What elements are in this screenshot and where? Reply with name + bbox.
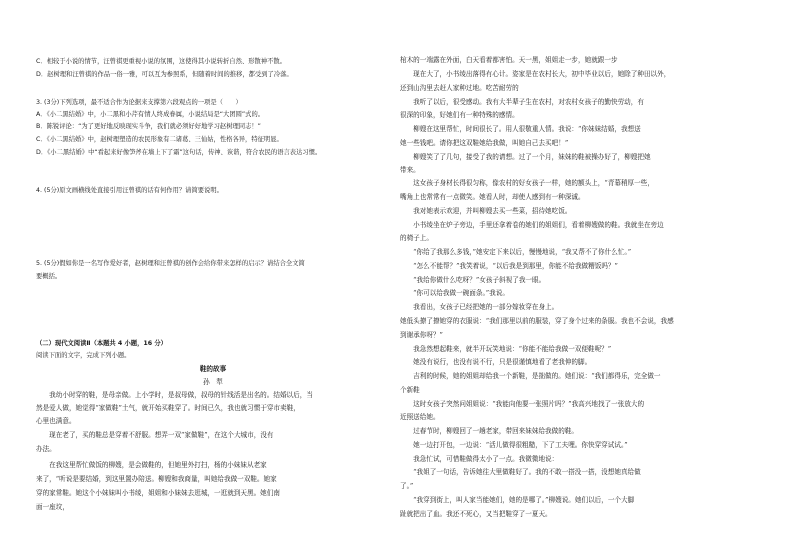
story-line: 带来。	[400, 166, 420, 174]
story-line: 到谢承你呀？”	[400, 331, 443, 339]
instruction: 阅读下面的文字，完成下列小题。	[36, 352, 131, 359]
q4-stem: 4. (5分)原文画横线处直接引用汪曾祺的话有何作用？请简要说明。	[36, 187, 223, 194]
story-line: 现在老了，买的鞋总是穿着不舒服。想弄一双“家做鞋”，在这个大城市，没有	[36, 431, 274, 439]
q5-stem-line1: 5. (5分)假如你是一名写作爱好者，赵树理和汪曾祺的创作会给你带来怎样的启示？请结合全文简	[36, 260, 305, 267]
q2-option-c: C．相较于小说的情节，汪曾祺更重视小说的氛围，这使得其小说转折自然、形散神不散。	[36, 58, 286, 65]
story-line: 心里也满意。	[36, 417, 76, 425]
story-line: 我听了以后，很受感动。我有大半辈子生在农村，对农村女孩子的勤快劳动，有	[400, 98, 644, 106]
story-line: 我急忙试，可惜鞋做得太小了一点。我微微地说：	[400, 455, 559, 463]
q3-option-d: D．《小二黑结婚》中“看起来好像笋斧在墙上下了霜”这句话，传神、诙谐，符合农民的语言表达习惯。	[36, 149, 322, 156]
story-line: 我看出，女孩子已经把她的一部分嫁妆穿在身上。	[400, 303, 559, 311]
story-title: 鞋的故事	[199, 365, 227, 373]
story-line: 她一边打开包，一边说：“活儿做得很粗糙，下了工夫哩。你快穿穿试试。”	[400, 441, 628, 449]
story-line: 在我这里帮忙做饭的柳嫂，是会做鞋的，但她里外打扫，杨的小妹妹从老家	[36, 461, 267, 469]
q3-option-c: C．《小二黑结婚》中，赵树理塑造的农民形象有二诸葛、三仙姑，性格各异，特征明显。	[36, 136, 283, 143]
story-line: 很深的印象，好她们有一种特殊的感情。	[400, 111, 519, 119]
story-line: “你给了我那么多钱，”她安定下来以后，慢慢地说，“我又帮不了你什么忙。”	[400, 248, 632, 256]
story-line: “我给你做什么吃呀？”女孩子斜视了我一眼。	[400, 276, 546, 284]
story-line: 个新鞋	[400, 386, 420, 394]
story-line: 这时女孩子突然问姐姐说：“我能向他要一张照片吗？”我高兴地找了一张放大的	[400, 400, 645, 408]
story-line: 现在大了，小书绫出落得有心计。姿家是在农村长大，初中毕业以后，她除了种田以外，	[400, 70, 671, 78]
story-author: 孙 犁	[203, 378, 223, 386]
story-line: 嘴角上也常常有一点微笑。她看人时，却使人感到有一种深诚。	[400, 193, 585, 201]
story-line: 我幼小时穿的鞋，是母亲做。上小学时，是叔母做，叔母的针线活是出名的。结婚以后，当	[36, 391, 313, 399]
story-line: 柳嫂在这里帮忙，时间很长了。用人很敬重人情。我说：“你妹妹结婚，我想送	[400, 125, 641, 133]
story-line: 小书绫坐在炉子旁边，手里还拿着卷的她们的姐姐们，看着柳嫂做的鞋。我就坐在旁边	[400, 221, 664, 229]
q3-option-a: A．《小二黑结婚》中，小二黑和小芹有情人终成眷属，小说结局是“大团圆”式的。	[36, 111, 265, 118]
story-line: 来了，“听说是要结婚，到这里置办陪送。柳嫂和我商量，叫她给我做一双鞋。她家	[36, 475, 277, 483]
story-line: 的椅子上。	[400, 234, 433, 242]
story-line: 这女孩子身材长得很匀称，像农村的好女孩子一样，她的额头上，“青幕稍厚一些，	[400, 179, 654, 187]
story-line: 我急然想起鞋来，就半开玩笑地说：“你能不能给我做一双便鞋呢？”	[400, 345, 612, 353]
section-title: （二）现代文阅读Ⅱ（本题共 4 小题，16 分）	[36, 340, 167, 347]
story-line: 我对她表示欢迎，并叫柳嫂去买一些菜，招待她吃饭。	[400, 207, 572, 215]
story-line: “怎么不能帮？”我笑着说，“以后我是到那里，你能不给我做糟饭吗？”	[400, 262, 618, 270]
story-line: 她低头撩了撩她穿的衣服说：“我们那里以前的服装，穿了身个过来的条服。我也不会说，我感	[400, 317, 674, 325]
story-line: 然是爱人做，她觉得“家做鞋”土气，就开始买鞋穿了。时间已久，我也就习惯于穿市卖鞋，	[36, 404, 300, 412]
story-line: “你可以给我做一碗面条。”我说。	[400, 289, 509, 297]
q2-option-d: D．赵树理和汪曾祺的作品一俗一雅，可以互为参照系，但随着时间的推移，都受到了冷落。	[36, 71, 293, 78]
story-line: 了。”	[400, 482, 414, 490]
story-line: 柳嫂笑了了几句，接受了我的请想。过了一个月，妹妹的鞋被操办好了，柳嫂把她	[400, 153, 651, 161]
q5-stem-line2: 要概括。	[36, 273, 62, 280]
story-line: “我姐了一句话，告诉她往大里做鞋好了。我的不敢一搭没一搭，没想她真给做	[400, 468, 641, 476]
story-line: 近照送给她。	[400, 413, 440, 421]
story-line: 棺木的一端露在外面，白天看着都害怕。天一黑，姐姐走一步，她就跟一步	[400, 56, 618, 64]
story-line: 她一些钱吧。请你把这双鞋她给我做，叫她自己去买吧！”	[400, 139, 569, 147]
story-line: 办法。	[36, 445, 56, 453]
q3-stem: 3. (3分)下列选项，最不适合作为论据来支撑第六段观点的一项是（ ）	[36, 99, 242, 106]
story-line: 她没有说行，也没有说不行，只是很谨慎地看了老我伸的脚。	[400, 358, 592, 366]
story-line: 面一座坟，	[36, 503, 69, 511]
story-line: 过春节时，柳嫂回了一趟老家，带回来妹妹给我做的鞋。	[400, 427, 579, 435]
story-line: “我穿到街上，叫人家当能她们，她的是哪了。”柳嫂说。她们以后，一个大脚	[400, 496, 635, 504]
q3-option-b: B．陈锐评论：“为了更好地反映现实斗争，我们就必须好好地学习赵树理同志！”	[36, 123, 261, 130]
story-line: 趾就把出了血。我还不死心，又当把鞋穿了一夏天。	[400, 510, 552, 518]
story-line: 吉利的时候，她的姐姐却给我一个新鞋，是拙做的。她们说：“我们都得乐，完全做一	[400, 372, 661, 380]
story-line: 还到山沟里去赶人家种过地。吃苦耐劳的	[400, 84, 519, 92]
story-line: 穿的家常鞋。她这个小妹妹叫小书绫，姐姐和小妹妹去逛城，一逛就到天黑。她们南	[36, 489, 280, 497]
